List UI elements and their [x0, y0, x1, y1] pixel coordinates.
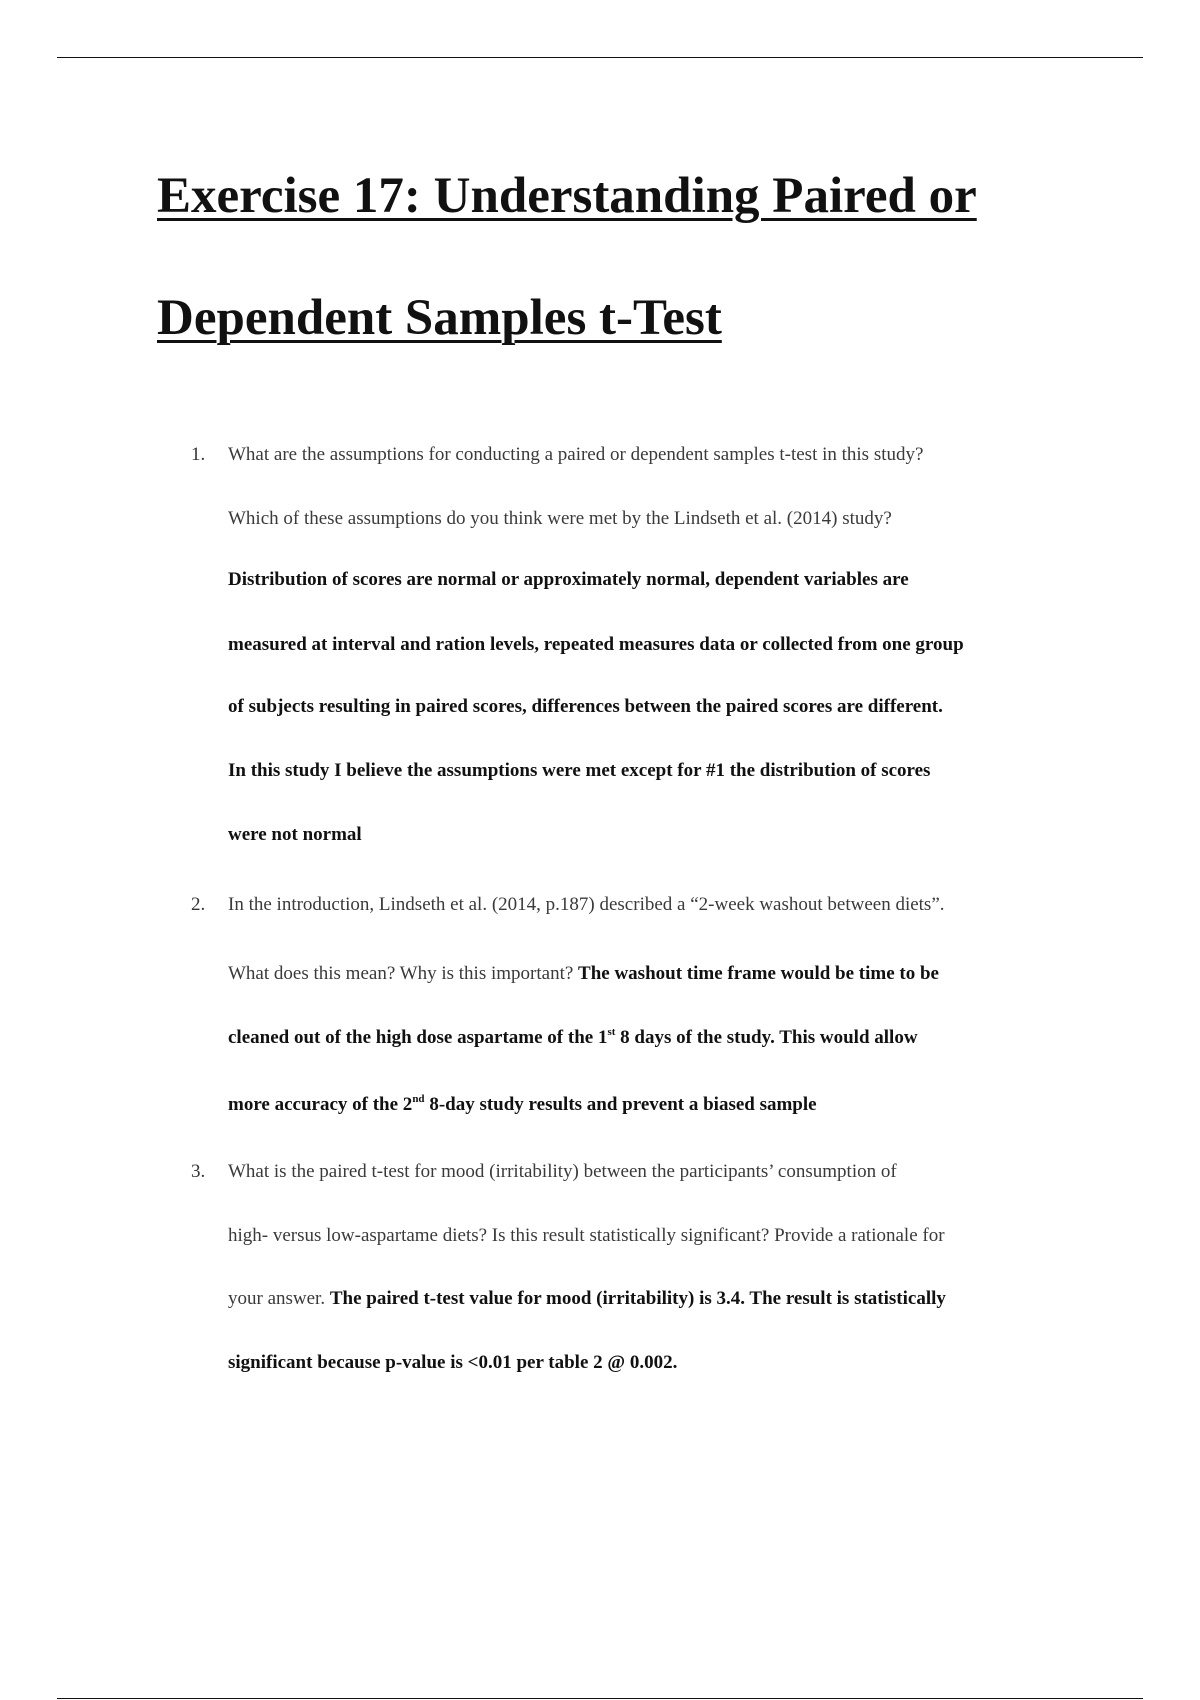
title-line-2: Dependent Samples t-Test — [157, 290, 722, 346]
answer-text-line: were not normal — [228, 824, 362, 845]
question-text: What does this mean? Why is this important? — [228, 963, 574, 984]
answer-text-line — [228, 1091, 1158, 1119]
page-title — [157, 135, 1117, 379]
top-rule — [57, 57, 1143, 58]
answer-text-line: significant because p-value is <0.01 per table 2 @ 0.002. — [228, 1352, 678, 1373]
question-text-line — [228, 960, 1158, 988]
bottom-rule — [57, 1698, 1143, 1699]
answer-text-line: measured at interval and ration levels, repeated measures data or collected from one group — [228, 634, 964, 655]
question-text-line: Which of these assumptions do you think were met by the Lindseth et al. (2014) study? — [228, 508, 892, 529]
question-text-line: What is the paired t-test for mood (irritability) between the participants’ consumption of — [228, 1161, 897, 1182]
question-text-line: In the introduction, Lindseth et al. (2014, p.187) described a “2-week washout between diets”. — [228, 894, 945, 915]
question-text-line — [228, 1285, 1158, 1313]
answer-text: 8-day study results and prevent a biased sample — [424, 1094, 817, 1115]
question-number: 1. — [191, 444, 206, 465]
question-text-line: high- versus low-aspartame diets? Is this result statistically significant? Provide a rationale for — [228, 1225, 945, 1246]
answer-text: The washout time frame would be time to be — [578, 963, 939, 984]
answer-text: cleaned out of the high dose aspartame of the 1 — [228, 1027, 608, 1048]
question-number: 2. — [191, 894, 206, 915]
answer-text: 8 days of the study. This would allow — [615, 1027, 918, 1048]
answer-text-line: Distribution of scores are normal or approximately normal, dependent variables are — [228, 569, 909, 590]
answer-text: The paired t-test value for mood (irritability) is 3.4. The result is statistically — [329, 1288, 946, 1309]
question-text-line: What are the assumptions for conducting a paired or dependent samples t-test in this study? — [228, 444, 924, 465]
title-line-1: Exercise 17: Understanding Paired or — [157, 168, 977, 224]
ordinal-suffix: st — [607, 1026, 616, 1038]
answer-text-line — [228, 1024, 1158, 1052]
answer-text-line: of subjects resulting in paired scores, differences between the paired scores are different. — [228, 696, 943, 717]
answer-text: more accuracy of the 2 — [228, 1094, 413, 1115]
question-number: 3. — [191, 1161, 206, 1182]
question-text: your answer. — [228, 1288, 326, 1309]
answer-text-line: In this study I believe the assumptions were met except for #1 the distribution of scores — [228, 760, 931, 781]
ordinal-suffix: nd — [412, 1093, 425, 1105]
